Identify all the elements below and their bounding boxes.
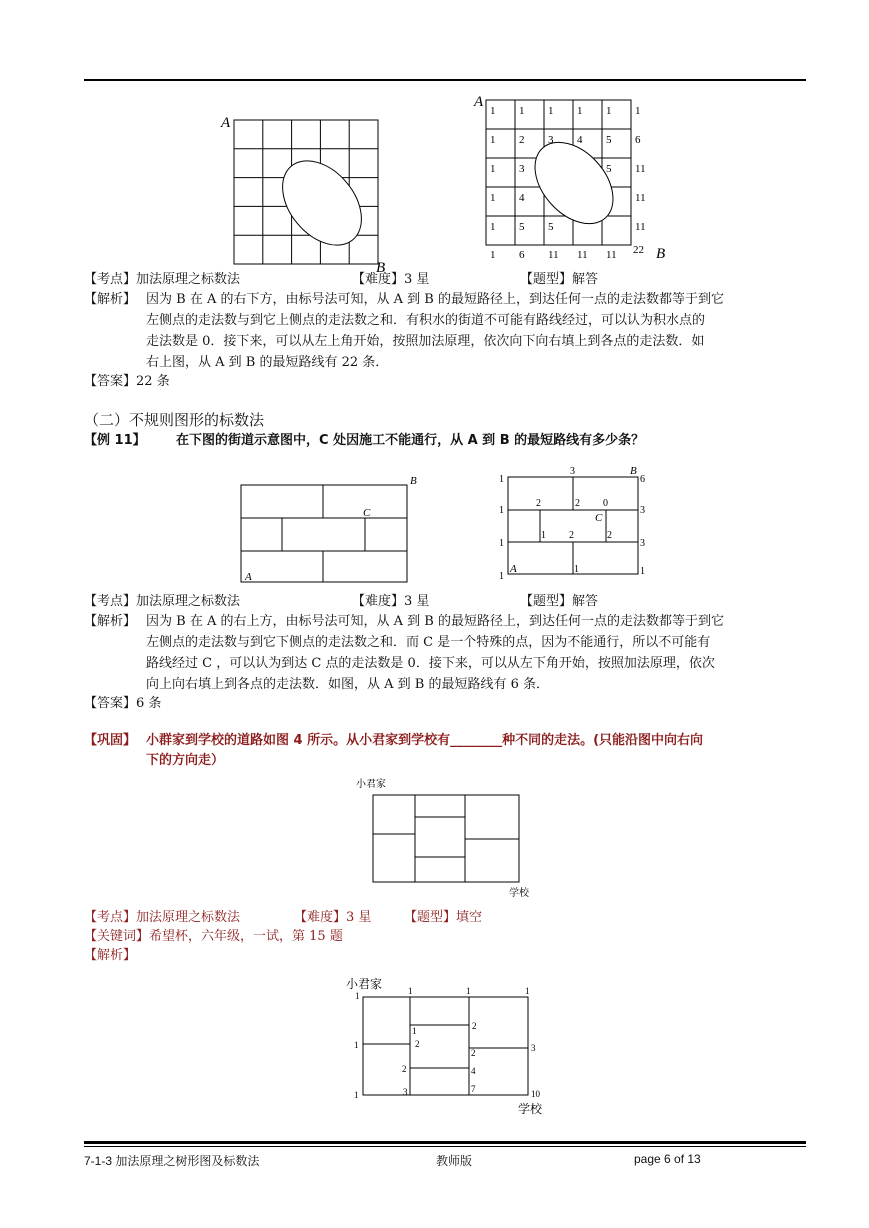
footer-rule-thick [84,1141,806,1144]
kaodian-row-2 [84,592,240,612]
fig4-num: 1 [499,474,504,485]
figure-numbered-grid [470,90,680,266]
fig2-num: 6 [519,249,525,261]
fig2-num: 6 [635,134,641,146]
figure-route-map [352,774,538,900]
fig2-num: 11 [606,249,617,261]
fig6-num: 1 [355,991,360,1001]
fig2-num: 1 [490,221,496,233]
nandu-text: 3 星 [346,910,372,925]
kaodian-text: 加法原理之标数法 [136,594,241,609]
fig6-num: 1 [525,986,530,996]
fig2-num: 1 [490,249,496,261]
figure-route-map-numbered [340,974,560,1119]
fig6-num: 2 [402,1064,407,1074]
fig2-num: 3 [548,134,554,146]
daan-row-2 [84,694,161,714]
jiexi-tag-1: 【解析】 [84,292,137,307]
fig6-num: 1 [412,1026,417,1036]
fig4-num: 3 [570,466,575,477]
fig6-num: 3 [403,1087,408,1097]
fig2-num: 4 [577,134,583,146]
tixing-tag: 【题型】 [520,594,573,609]
jiexi-line-2-3: 路线经过 C ，可以认为到达 C 点的走法数是 0．接下来，可以从左下角开始，按照加法原理，依次 [146,656,715,671]
fig6-num: 1 [354,1090,359,1100]
fig2-label-a: A [474,94,484,110]
fig6-num: 1 [408,986,413,996]
jiexi-line-2-2: 左侧点的走法数与到它下侧点的走法数之和．而 C 是一个特殊的点，因为不能通行，所以不可能有 [146,635,711,650]
nandu-row-1 [352,270,429,290]
fig4-num: 0 [603,498,608,509]
fig2-num: 1 [635,105,641,117]
fig2-label-b: B [656,246,666,262]
daan-text: 22 条 [136,374,170,389]
fig6-num: 10 [531,1089,540,1099]
tixing-text: 填空 [456,910,483,925]
tixing-row-3 [404,908,482,928]
kaodian-text: 加法原理之标数法 [136,272,241,287]
jiexi-line-2-4: 向上向右填上到各点的走法数．如图，从 A 到 B 的最短路线有 6 条． [146,677,550,692]
fig6-num: 2 [472,1021,477,1031]
example-text: 在下图的街道示意图中，C 处因施工不能通行，从 A 到 B 的最短路线有多少条？ [176,433,645,448]
figure-street-map-numbered [493,462,663,584]
kaodian-tag: 【考点】 [84,272,137,287]
fig6-num: 1 [466,986,471,996]
fig2-num: 1 [606,105,612,117]
footer-right: page 6 of 13 [634,1152,701,1166]
fig2-num: 5 [519,221,525,233]
jiexi-line-1-4: 右上图，从 A 到 B 的最短路线有 22 条． [146,355,389,370]
fig2-num: 11 [577,249,588,261]
fig4-label-a: A [510,563,517,575]
fig2-num: 1 [548,105,554,117]
fig4-num: 1 [541,530,546,541]
fig2-num: 4 [519,192,525,204]
fig4-num: 1 [574,564,579,575]
guanjianci-row [84,927,343,947]
tixing-row-1 [520,270,598,290]
figure-grid-ellipse [218,110,388,275]
header-rule [84,79,806,81]
section-title: （二）不规则图形的标数法 [84,411,265,429]
tixing-tag: 【题型】 [520,272,573,287]
tixing-text: 解答 [572,594,599,609]
fig4-label-c: C [595,512,603,524]
daan-text: 6 条 [136,696,162,711]
jiexi-line-1-3: 走法数是 0．接下来，可以从左上角开始，按照加法原理，依次向下向右填上到各点的走法数．如 [146,334,705,349]
gonggu-line-1: 小群家到学校的道路如图 4 所示。从小君家到学校有________种不同的走法。(只能沿图中向右向 [146,733,704,748]
fig2-num: 1 [577,105,583,117]
footer-center: 教师版 [436,1154,473,1168]
kaodian-text: 加法原理之标数法 [136,910,241,925]
fig1-label-b: B [376,260,386,275]
nandu-text: 3 星 [404,594,430,609]
fig2-num: 3 [519,163,525,175]
fig6-num: 1 [354,1040,359,1050]
fig6-num: 3 [531,1043,536,1053]
jiexi-line-2-1: 因为 B 在 A 的右上方，由标号法可知，从 A 到 B 的最短路径上，到达任何一点的走法数都等于到它 [146,614,724,629]
fig2-num: 11 [635,192,646,204]
guanjianci-text: 希望杯，六年级，一试，第 15 题 [149,929,343,944]
example-tag: 【例 11】 [84,433,146,448]
daan-tag: 【答案】 [84,696,137,711]
fig4-num: 2 [569,530,574,541]
fig4-label-b: B [630,465,637,477]
nandu-tag: 【难度】 [352,272,405,287]
jiexi-tag-2: 【解析】 [84,614,137,629]
fig6-num: 2 [471,1048,476,1058]
fig3-label-c: C [363,507,371,519]
fig2-num: 5 [548,221,554,233]
fig6-start-label: 小君家 [346,977,383,991]
fig4-num: 2 [607,530,612,541]
fig2-num: 2 [519,134,525,146]
fig2-num: 5 [606,134,612,146]
kaodian-row-3 [84,908,240,928]
fig6-num: 4 [471,1066,476,1076]
nandu-text: 3 星 [404,272,430,287]
daan-tag: 【答案】 [84,374,137,389]
fig2-num: 11 [635,221,646,233]
fig4-num: 6 [640,474,645,485]
kaodian-tag: 【考点】 [84,594,137,609]
fig3-label-b: B [410,475,417,487]
nandu-row-3 [294,908,371,928]
jiexi-line-1-1: 因为 B 在 A 的右下方，由标号法可知，从 A 到 B 的最短路径上，到达任何一点的走法数都等于到它 [146,292,724,307]
fig2-num: 11 [635,163,646,175]
tixing-text: 解答 [572,272,599,287]
fig5-start-label: 小君家 [356,779,386,790]
nandu-row-2 [352,592,429,612]
fig4-num: 2 [575,498,580,509]
gonggu-tag: 【巩固】 [84,733,137,748]
fig2-num: 11 [548,249,559,261]
kaodian-row-1 [84,270,240,290]
fig2-num: 5 [606,163,612,175]
fig6-num: 2 [415,1039,420,1049]
tixing-tag: 【题型】 [404,910,457,925]
kaodian-tag: 【考点】 [84,910,137,925]
fig2-num: 1 [490,105,496,117]
fig4-num: 1 [499,571,504,582]
fig4-num: 3 [640,538,645,549]
jiexi-line-1-2: 左侧点的走法数与到它上侧点的走法数之和．有积水的街道不可能有路线经过，可以认为积水点的 [146,313,706,328]
fig2-num: 22 [633,244,644,256]
fig6-num: 7 [471,1084,476,1094]
fig4-num: 2 [536,498,541,509]
tixing-row-2 [520,592,598,612]
figure-street-map [236,472,426,587]
fig4-num: 1 [499,505,504,516]
fig3-label-a: A [245,571,252,583]
fig5-end-label: 学校 [509,888,529,899]
nandu-tag: 【难度】 [352,594,405,609]
fig4-num: 1 [499,538,504,549]
footer-left: 7-1-3 加法原理之树形图及标数法 [84,1154,260,1168]
fig2-num: 1 [490,134,496,146]
jiexi-tag-3: 【解析】 [84,948,137,963]
fig4-num: 1 [640,566,645,577]
fig1-label-a: A [221,115,231,131]
fig2-num: 1 [490,192,496,204]
gonggu-line-2: 下的方向走） [146,753,225,768]
daan-row-1 [84,372,170,392]
nandu-tag: 【难度】 [294,910,347,925]
guanjianci-tag: 【关键词】 [84,929,150,944]
footer-rule-thin [84,1146,806,1147]
fig4-num: 3 [640,505,645,516]
fig2-num: 1 [519,105,525,117]
fig6-end-label: 学校 [518,1102,543,1116]
fig2-num: 1 [490,163,496,175]
